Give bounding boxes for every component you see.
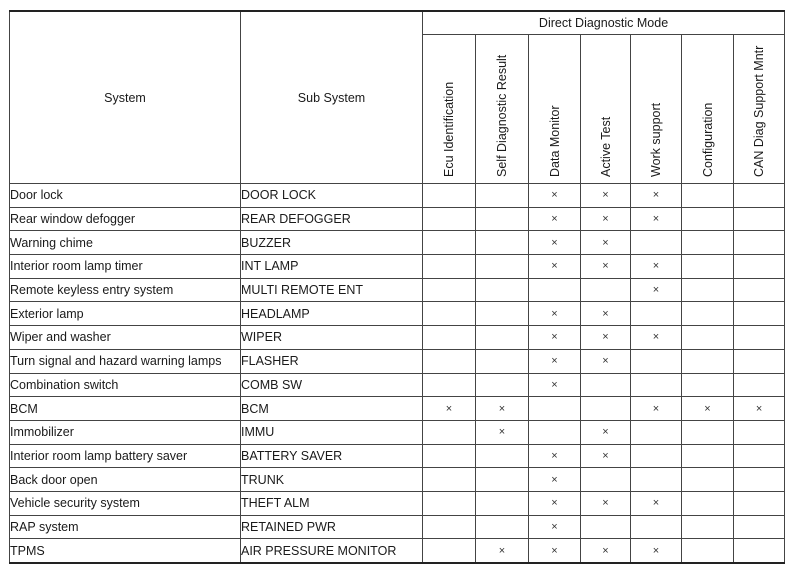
supported-mark: × (529, 326, 581, 350)
empty-cell (423, 468, 476, 492)
supported-mark: × (581, 491, 631, 515)
table-row (10, 349, 785, 373)
table-row (10, 207, 785, 231)
empty-cell (423, 491, 476, 515)
empty-cell (423, 231, 476, 255)
mode-label: Self Diagnostic Result (495, 54, 509, 177)
supported-mark: × (631, 397, 682, 421)
empty-cell (476, 326, 529, 350)
supported-mark: × (529, 349, 581, 373)
empty-cell (581, 278, 631, 302)
subsystem-column-header: Sub System (241, 11, 423, 184)
supported-mark: × (529, 184, 581, 208)
empty-cell (682, 278, 734, 302)
supported-mark: × (581, 302, 631, 326)
supported-mark: × (529, 468, 581, 492)
system-cell: Interior room lamp timer (10, 255, 241, 279)
subsystem-cell: COMB SW (241, 373, 423, 397)
empty-cell (631, 349, 682, 373)
empty-cell (476, 349, 529, 373)
empty-cell (581, 515, 631, 539)
empty-cell (631, 302, 682, 326)
table-row (10, 326, 785, 350)
table-row (10, 231, 785, 255)
empty-cell (734, 539, 785, 563)
empty-cell (734, 207, 785, 231)
system-cell: Turn signal and hazard warning lamps (10, 349, 241, 373)
empty-cell (682, 515, 734, 539)
system-cell: Combination switch (10, 373, 241, 397)
empty-cell (423, 420, 476, 444)
supported-mark: × (631, 207, 682, 231)
mode-label: CAN Diag Support Mntr (752, 45, 767, 177)
table-row (10, 539, 785, 563)
empty-cell (734, 349, 785, 373)
empty-cell (529, 278, 581, 302)
supported-mark: × (423, 397, 476, 421)
table-row (10, 468, 785, 492)
supported-mark: × (529, 539, 581, 563)
empty-cell (682, 302, 734, 326)
empty-cell (682, 207, 734, 231)
empty-cell (631, 468, 682, 492)
table-row (10, 278, 785, 302)
subsystem-cell: RETAINED PWR (241, 515, 423, 539)
supported-mark: × (529, 491, 581, 515)
supported-mark: × (529, 255, 581, 279)
empty-cell (682, 184, 734, 208)
table-row (10, 420, 785, 444)
empty-cell (423, 349, 476, 373)
empty-cell (423, 373, 476, 397)
supported-mark: × (581, 420, 631, 444)
empty-cell (734, 231, 785, 255)
subsystem-cell: INT LAMP (241, 255, 423, 279)
empty-cell (476, 373, 529, 397)
supported-mark: × (631, 184, 682, 208)
empty-cell (734, 420, 785, 444)
empty-cell (581, 373, 631, 397)
system-cell: Back door open (10, 468, 241, 492)
direct-diagnostic-mode-header: Direct Diagnostic Mode (423, 11, 785, 35)
supported-mark: × (476, 397, 529, 421)
supported-mark: × (581, 184, 631, 208)
supported-mark: × (631, 491, 682, 515)
system-cell: TPMS (10, 539, 241, 563)
empty-cell (682, 326, 734, 350)
empty-cell (529, 420, 581, 444)
empty-cell (476, 468, 529, 492)
supported-mark: × (631, 255, 682, 279)
subsystem-cell: BUZZER (241, 231, 423, 255)
empty-cell (476, 302, 529, 326)
supported-mark: × (476, 420, 529, 444)
system-cell: BCM (10, 397, 241, 421)
empty-cell (682, 373, 734, 397)
empty-cell (476, 207, 529, 231)
empty-cell (734, 326, 785, 350)
supported-mark: × (529, 231, 581, 255)
subsystem-cell: WIPER (241, 326, 423, 350)
subsystem-cell: DOOR LOCK (241, 184, 423, 208)
supported-mark: × (581, 207, 631, 231)
empty-cell (734, 515, 785, 539)
supported-mark: × (581, 539, 631, 563)
subsystem-cell: FLASHER (241, 349, 423, 373)
supported-mark: × (529, 207, 581, 231)
subsystem-cell: BATTERY SAVER (241, 444, 423, 468)
system-cell: Exterior lamp (10, 302, 241, 326)
system-cell: Vehicle security system (10, 491, 241, 515)
table-row (10, 302, 785, 326)
subsystem-cell: BCM (241, 397, 423, 421)
empty-cell (476, 278, 529, 302)
system-column-header: System (10, 11, 241, 184)
empty-cell (423, 444, 476, 468)
empty-cell (423, 184, 476, 208)
empty-cell (682, 231, 734, 255)
system-cell: Wiper and washer (10, 326, 241, 350)
empty-cell (734, 468, 785, 492)
empty-cell (734, 444, 785, 468)
empty-cell (423, 207, 476, 231)
table-row (10, 184, 785, 208)
table-row (10, 444, 785, 468)
supported-mark: × (631, 278, 682, 302)
table-row (10, 491, 785, 515)
empty-cell (581, 397, 631, 421)
empty-cell (423, 302, 476, 326)
empty-cell (682, 491, 734, 515)
mode-column-header (581, 35, 631, 184)
system-cell: Remote keyless entry system (10, 278, 241, 302)
table-row (10, 397, 785, 421)
subsystem-cell: THEFT ALM (241, 491, 423, 515)
mode-label: Configuration (700, 102, 715, 177)
empty-cell (423, 515, 476, 539)
empty-cell (682, 255, 734, 279)
empty-cell (476, 255, 529, 279)
empty-cell (631, 231, 682, 255)
empty-cell (734, 184, 785, 208)
mode-column-header (529, 35, 581, 184)
supported-mark: × (529, 302, 581, 326)
system-cell: Door lock (10, 184, 241, 208)
supported-mark: × (529, 515, 581, 539)
table-body (10, 184, 785, 564)
empty-cell (631, 373, 682, 397)
supported-mark: × (581, 444, 631, 468)
empty-cell (423, 255, 476, 279)
empty-cell (423, 278, 476, 302)
supported-mark: × (631, 539, 682, 563)
subsystem-cell: HEADLAMP (241, 302, 423, 326)
system-cell: Rear window defogger (10, 207, 241, 231)
table-row (10, 515, 785, 539)
mode-column-header (734, 35, 785, 184)
empty-cell (682, 349, 734, 373)
empty-cell (631, 444, 682, 468)
mode-label: Ecu Identification (442, 81, 456, 177)
mode-label: Data Monitor (547, 105, 562, 177)
subsystem-cell: IMMU (241, 420, 423, 444)
subsystem-cell: REAR DEFOGGER (241, 207, 423, 231)
supported-mark: × (581, 349, 631, 373)
mode-label: Active Test (598, 116, 613, 177)
diagnostic-mode-table (9, 10, 785, 564)
empty-cell (476, 491, 529, 515)
system-cell: Interior room lamp battery saver (10, 444, 241, 468)
supported-mark: × (734, 397, 785, 421)
subsystem-cell: MULTI REMOTE ENT (241, 278, 423, 302)
empty-cell (734, 373, 785, 397)
table-row (10, 255, 785, 279)
empty-cell (476, 231, 529, 255)
empty-cell (631, 420, 682, 444)
empty-cell (529, 397, 581, 421)
supported-mark: × (581, 326, 631, 350)
empty-cell (682, 444, 734, 468)
mode-column-header (476, 35, 529, 184)
mode-label: Work support (649, 102, 663, 177)
supported-mark: × (631, 326, 682, 350)
supported-mark: × (529, 444, 581, 468)
empty-cell (423, 539, 476, 563)
empty-cell (476, 184, 529, 208)
mode-column-header (423, 35, 476, 184)
empty-cell (581, 468, 631, 492)
empty-cell (682, 468, 734, 492)
system-cell: Warning chime (10, 231, 241, 255)
supported-mark: × (476, 539, 529, 563)
empty-cell (682, 420, 734, 444)
system-cell: RAP system (10, 515, 241, 539)
subsystem-cell: TRUNK (241, 468, 423, 492)
empty-cell (682, 539, 734, 563)
empty-cell (423, 326, 476, 350)
subsystem-cell: AIR PRESSURE MONITOR (241, 539, 423, 563)
empty-cell (476, 444, 529, 468)
empty-cell (734, 255, 785, 279)
empty-cell (734, 302, 785, 326)
system-cell: Immobilizer (10, 420, 241, 444)
empty-cell (476, 515, 529, 539)
empty-cell (734, 278, 785, 302)
table-row (10, 373, 785, 397)
supported-mark: × (581, 231, 631, 255)
empty-cell (631, 515, 682, 539)
mode-column-header (682, 35, 734, 184)
mode-column-header (631, 35, 682, 184)
empty-cell (734, 491, 785, 515)
supported-mark: × (581, 255, 631, 279)
supported-mark: × (529, 373, 581, 397)
supported-mark: × (682, 397, 734, 421)
